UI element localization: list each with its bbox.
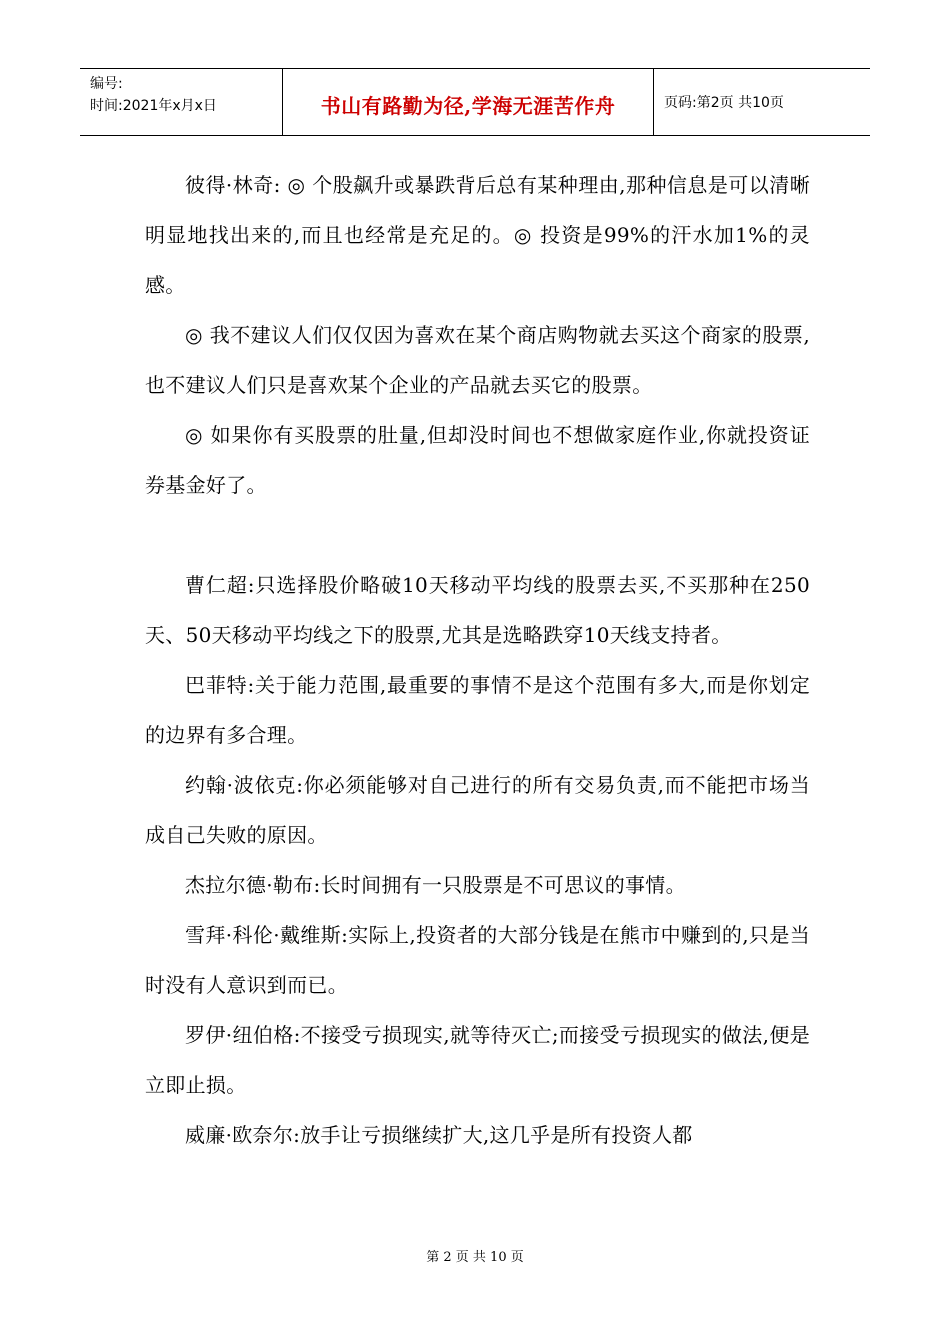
paragraph: 杰拉尔德·勒布:长时间拥有一只股票是不可思议的事情。 bbox=[185, 873, 686, 897]
paragraph: 威廉·欧奈尔:放手让亏损继续扩大,这几乎是所有投资人都 bbox=[185, 1123, 693, 1147]
paragraph: 约翰·波依克:你必须能够对自己进行的所有交易负责,而不能把市场当成自己失败的原因。 bbox=[145, 773, 810, 847]
motto-text: 书山有路勤为径,学海无涯苦作舟 bbox=[320, 93, 616, 118]
header-meta bbox=[80, 69, 282, 135]
paragraph: 巴菲特:关于能力范围,最重要的事情不是这个范围有多大,而是你划定的边界有多合理。 bbox=[145, 673, 810, 747]
paragraph: ◎ 如果你有买股票的肚量,但却没时间也不想做家庭作业,你就投资证券基金好了。 bbox=[145, 423, 810, 497]
footer-page-number: 第 2 页 共 10 页 bbox=[426, 1250, 524, 1265]
page-footer bbox=[0, 1246, 950, 1265]
header-page-code bbox=[654, 69, 870, 135]
code-label: 编号: bbox=[90, 76, 123, 92]
header-motto-cell bbox=[282, 69, 654, 135]
paragraph: ◎ 我不建议人们仅仅因为喜欢在某个商店购物就去买这个商家的股票,也不建议人们只是喜欢某个企业的产品就去买它的股票。 bbox=[145, 323, 810, 397]
page-header bbox=[80, 68, 870, 136]
document-body bbox=[145, 160, 810, 1160]
page-code-text: 页码:第2页 共10页 bbox=[664, 95, 784, 111]
paragraph: 雪拜·科伦·戴维斯:实际上,投资者的大部分钱是在熊市中赚到的,只是当时没有人意识到而已。 bbox=[145, 923, 810, 997]
paragraph-gap bbox=[145, 510, 810, 560]
paragraph: 罗伊·纽伯格:不接受亏损现实,就等待灭亡;而接受亏损现实的做法,便是立即止损。 bbox=[145, 1023, 810, 1097]
time-label: 时间:2021年x月x日 bbox=[90, 98, 217, 114]
paragraph: 曹仁超:只选择股价略破10天移动平均线的股票去买,不买那种在250天、50天移动平均线之下的股票,尤其是选略跌穿10天线支持者。 bbox=[145, 573, 810, 647]
paragraph: 彼得·林奇: ◎ 个股飙升或暴跌背后总有某种理由,那种信息是可以清晰明显地找出来的,而且也经常是充足的。◎ 投资是99%的汗水加1%的灵感。 bbox=[145, 173, 810, 297]
